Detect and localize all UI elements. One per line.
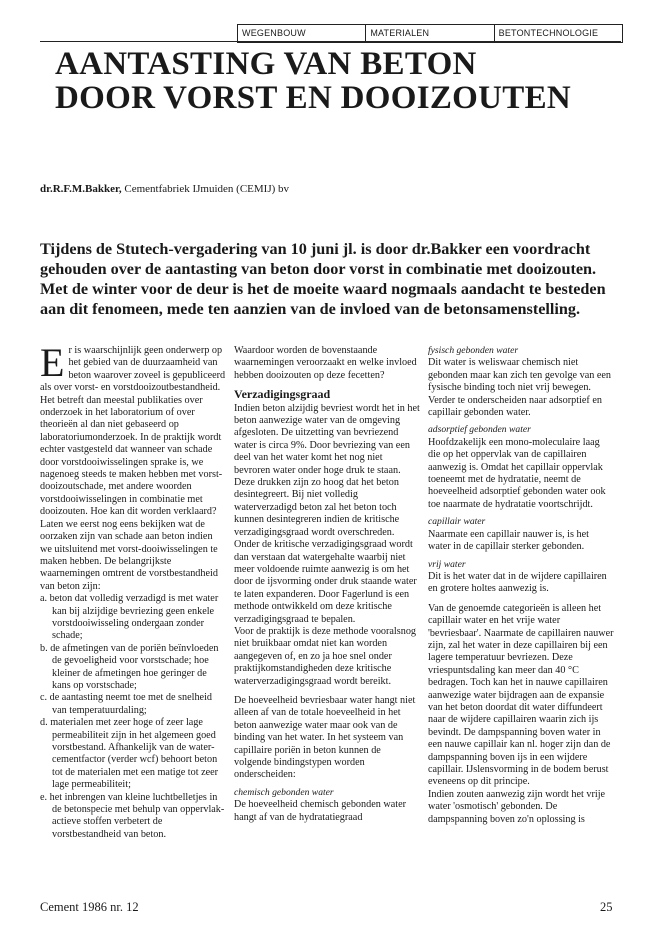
header-rule xyxy=(40,41,621,42)
author-line xyxy=(40,183,289,195)
column-1 xyxy=(40,340,226,841)
author-affiliation: Cementfabriek IJmuiden (CEMIJ) bv xyxy=(121,183,290,195)
lead-paragraph: Tijdens de Stutech-vergadering van 10 juni jl. is door dr.Bakker een voordracht gehouden over de aantasting van beton door vorst in combinatie met dooizouten. Met de winter voor de deur is het de moeite waard nogmaals aandacht te besteden aan dit fenomeen, mede ten aanzien van de invloed van de betonsamenstelling. xyxy=(40,240,606,318)
title-line-1: AANTASTING VAN BETON xyxy=(55,46,477,82)
page-number: 25 xyxy=(600,900,613,914)
column-2 xyxy=(234,345,420,824)
italic-heading: chemisch gebonden water xyxy=(234,786,334,798)
list-item: a. beton dat volledig verzadigd is met water kan bij alzijdige bevriezing geen enkele vorstdooiwisseling ondergaan zonder schade; xyxy=(40,593,219,642)
list-item: b. de afmetingen van de poriën beïnvloeden de gevoeligheid voor vorstschade; hoe kleiner de afmetingen hoe geringer de kans op vorstschade; xyxy=(40,642,219,691)
paragraph: De hoeveelheid chemisch gebonden water hangt af van de hydratatiegraad xyxy=(234,799,406,823)
paragraph: Waardoor worden de bovenstaande waarnemingen veroorzaakt en welke invloed hebben dooizouten op deze fecetten? xyxy=(234,345,417,381)
article-title xyxy=(55,47,645,115)
column-3 xyxy=(428,345,614,826)
drop-cap: E xyxy=(40,340,65,385)
journal-footer: Cement 1986 nr. 12 xyxy=(40,900,139,914)
paragraph: Hoofdzakelijk een mono-moleculaire laag die op het oppervlak van de capillairen aanwezig is. Omdat het capillair oppervlak toeneemt met de hydratatie, neemt de hoeveelheid adsorptief gebonden water ook toe naarmate de hydratatie voortschrijdt. xyxy=(428,436,606,510)
title-line-2: DOOR VORST EN DOOIZOUTEN xyxy=(55,80,572,116)
paragraph: Indien beton alzijdig bevriest wordt het in het beton aanwezige water van de omgeving afgesloten. De uitzetting van bevriezend water is circa 9%. Door bevriezing van een deel van het water komt het nog niet bevroren water onder hoge druk te staan. Deze drukken zijn zo hoog dat het beton desintegreert. Bij niet volledig waterverzadigd beton zal het beton toch kunnen desintegreren indien de kritische verzadigingsgraad wordt overschreden. Onder de kritische verzadigingsgraad wordt dan verstaan dat watergehalte waarbij niet meer voldoende ruimte aanwezig is om het door de ijsvorming onder druk staande water te laten expanderen. Door Fagerlund is een methode ontwikkeld om deze kritische verzadigingsgraad te bepalen. xyxy=(234,402,420,625)
paragraph: Dit water is weliswaar chemisch niet gebonden maar kan zich ten gevolge van een fysische binding toch niet vrij bewegen. Verder te onderscheiden naar adsorptief en capillair gebonden water. xyxy=(428,357,612,419)
subheading: Verzadigingsgraad xyxy=(234,387,331,402)
paragraph: Indien zouten aanwezig zijn wordt het vrije water 'osmotisch' gebonden. De dampspanning boven zo'n oplossing is xyxy=(428,788,606,825)
italic-heading: vrij water xyxy=(428,558,466,570)
italic-heading: fysisch gebonden water xyxy=(428,345,519,356)
tab-materialen: MATERIALEN xyxy=(366,25,494,42)
list-item: c. de aantasting neemt toe met de snelheid van temperatuurdaling; xyxy=(40,692,212,716)
paragraph: Het betreft dan meestal publikaties over onderzoek in het laboratorium of over theorieën al dan niet gebaseerd op laboratoriumonderzoek. In de praktijk wordt echter vastgesteld dat wanneer van schade door vorstdooiwisselingen sprake is, we nagenoeg steeds te maken hebben met vorst-dooizoutschade, met andere woorden vorstdooiwisselingen in combinatie met dooizouten. Hoe kan dit worden verklaard? xyxy=(40,394,223,518)
intro-paragraph: Er is waarschijnlijk geen onderwerp op het gebied van de duurzaamheid van beton waarover zoveel is gepubliceerd als over vorst- en vorstdooizoutbestandheid. xyxy=(40,340,226,394)
paragraph: Laten we eerst nog eens bekijken wat de oorzaken zijn van schade aan beton indien we uitsluitend met vorst-dooiwisselingen te maken hebben. De belangrijkste waarnemingen omtrent de vorstbestandheid van beton zijn: xyxy=(40,518,218,592)
list-item: e. het inbrengen van kleine luchtbelletjes in de betonspecie met behulp van oppervlak-actieve stoffen verbetert de vorstbestandheid van beton. xyxy=(40,791,225,840)
paragraph: Van de genoemde categorieën is alleen het capillair water en het vrije water 'bevriesbaar'. Naarmate de capillairen nauwer zijn, zal het water in deze capillairen bij een lagere temperatuur bevriezen. Deze vriespuntsdaling kan meer dan 40 °C bedragen. Toch kan het in nauwe capillairen aanwezige water bijdragen aan de expansie van het beton doordat dit water diffundeert naar de wijdere capillairen waarin zich ijs bevindt. De dampspanning boven water in een nauwe capillair kan nl. hoger zijn dan de dampspanning boven ijs in een wijdere capillair. IJslensvorming in de bodem berust eveneens op dit principe. xyxy=(428,602,614,788)
paragraph: Voor de praktijk is deze methode vooralsnog niet bruikbaar omdat niet kan worden aangegeven of, en zo ja hoe snel onder praktijkomstandigheden deze kritische waterverzadigingsgraad wordt bereikt. xyxy=(234,625,417,687)
tab-betontechnologie: BETONTECHNOLOGIE xyxy=(498,28,599,38)
author-name: dr.R.F.M.Bakker, xyxy=(40,183,122,195)
italic-heading: adsorptief gebonden water xyxy=(428,424,531,436)
list-item: d. materialen met zeer hoge of zeer lage permeabiliteit zijn in het algemeen goed vorstbestand. Afhankelijk van de water-cementfactor (verder wcf) behoort beton tot de materialen met een matige tot zeer lage permeabiliteit; xyxy=(40,717,219,791)
paragraph: De hoeveelheid bevriesbaar water hangt niet alleen af van de totale hoeveelheid in het beton aanwezige water maar ook van de binding van het water. In het systeem van capillaire poriën in beton kunnen de volgende bindingstypen worden onderscheiden: xyxy=(234,694,416,781)
tab-wegenbouw: WEGENBOUW xyxy=(238,25,366,42)
paragraph: Naarmate een capillair nauwer is, is het water in de capillair sterker gebonden. xyxy=(428,528,589,553)
paragraph: Dit is het water dat in de wijdere capillairen en grotere holtes aanwezig is. xyxy=(428,570,607,595)
italic-heading: capillair water xyxy=(428,516,486,528)
